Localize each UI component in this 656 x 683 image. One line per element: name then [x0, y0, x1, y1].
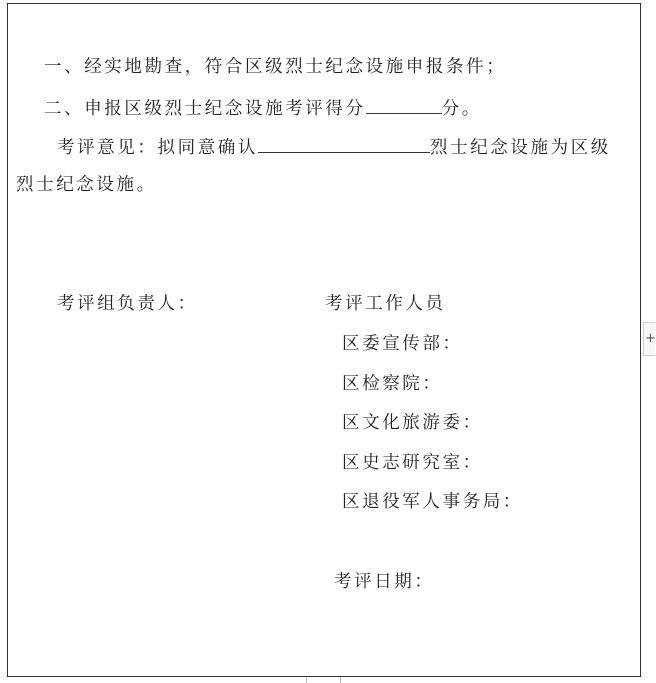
opinion-continuation: 烈士纪念设施。: [16, 175, 157, 195]
score-prefix: 二、申报区级烈士纪念设施考评得分: [44, 99, 366, 119]
ruler-tick: [306, 677, 307, 683]
evaluation-date-label: 考评日期：: [334, 572, 435, 592]
side-panel-toggle[interactable]: [643, 322, 655, 356]
group-leader-label: 考评组负责人：: [57, 294, 198, 314]
facility-name-blank[interactable]: [258, 134, 430, 153]
opinion-prefix: 考评意见：拟同意确认: [57, 138, 258, 158]
opinion-continuation-line: [16, 173, 157, 197]
ruler-tick: [340, 677, 341, 683]
score-suffix: 分。: [441, 99, 482, 119]
staff-department-procuratorate: 区检察院：: [342, 374, 443, 394]
criteria-line: [44, 55, 506, 79]
staff-department-culture-tourism: 区文化旅游委：: [342, 413, 483, 433]
opinion-line: [57, 134, 611, 160]
staff-department-history-office: 区史志研究室：: [342, 453, 483, 473]
score-line: [44, 95, 482, 121]
opinion-suffix: 烈士纪念设施为区级: [430, 138, 611, 158]
staff-department-veterans-affairs: 区退役军人事务局：: [342, 492, 523, 512]
staff-department-publicity: 区委宣传部：: [342, 334, 463, 354]
plus-icon: +: [645, 331, 656, 346]
score-blank[interactable]: [366, 95, 442, 114]
staff-label: 考评工作人员: [325, 294, 446, 314]
criteria-text: 一、经实地勘查，符合区级烈士纪念设施申报条件；: [44, 57, 507, 77]
